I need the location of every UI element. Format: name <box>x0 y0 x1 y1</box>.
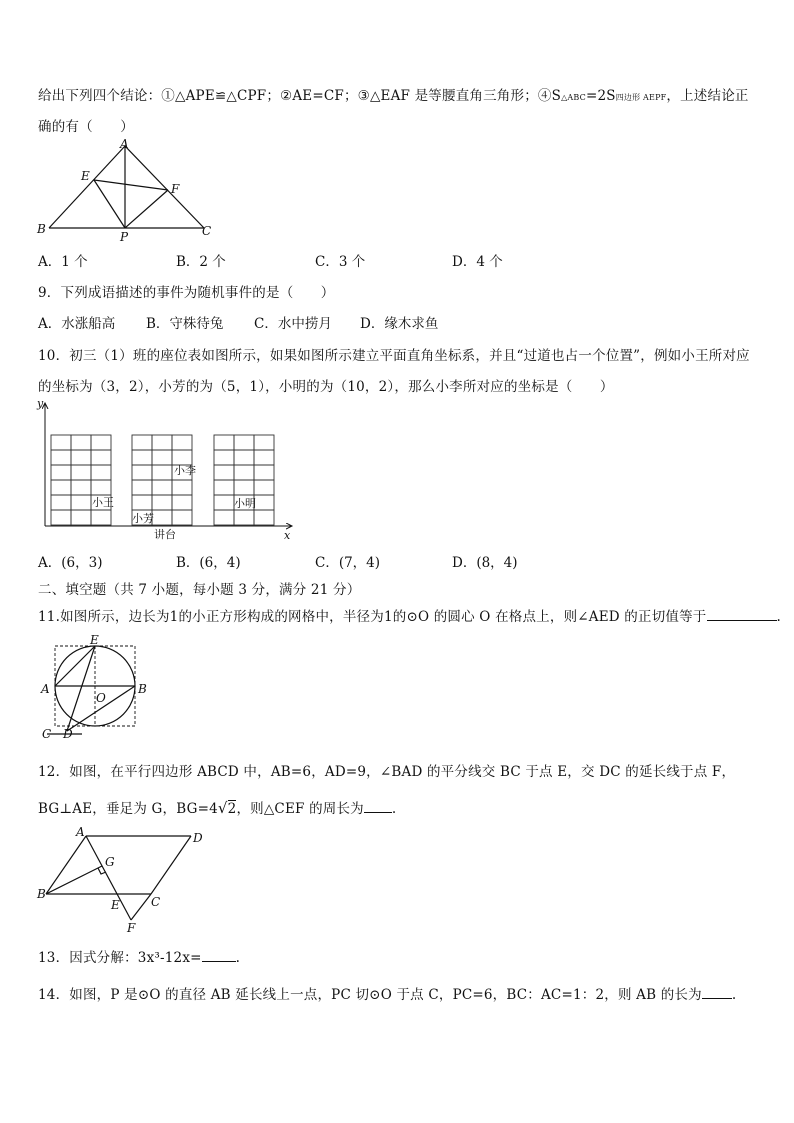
seat-cell <box>214 510 234 525</box>
q9-option-b: B．守株待兔 <box>146 316 224 332</box>
seat-cell <box>132 495 152 510</box>
q12-label-f: F <box>127 921 136 935</box>
seat-cell <box>172 435 192 450</box>
q10-axis-y-label: y <box>37 397 44 410</box>
seat-cell <box>214 465 234 480</box>
seat-cell <box>254 510 274 525</box>
q8-label-b: B <box>37 222 46 236</box>
section-2-heading: 二、填空题（共 7 小题，每小题 3 分，满分 21 分） <box>38 582 361 598</box>
q10-option-b: B．(6，4) <box>176 555 241 571</box>
sqrt-sign: √ <box>217 799 228 817</box>
q14-answer-blank <box>702 986 732 999</box>
seat-cell <box>152 465 172 480</box>
q10-option-d: D．(8，4) <box>452 555 518 571</box>
q8-stem-line1: 给出下列四个结论：①△APE≌△CPF；②AE=CF；③△EAF 是等腰直角三角形；④S△ABC=2S四边形 AEPF，上述结论正 <box>38 88 749 104</box>
q10-label-xiaoming: 小明 <box>234 497 256 510</box>
q8-triangle-figure <box>34 138 224 244</box>
seat-cell <box>254 480 274 495</box>
seat-cell <box>234 510 254 525</box>
seat-cell <box>91 465 111 480</box>
q11-stem: 11.如图所示，边长为1的小正方形构成的网格中，半径为1的⊙O 的圆心 O 在格点上，则∠AED 的正切值等于 . <box>38 609 781 625</box>
q8-label-f: F <box>171 182 180 196</box>
q11-label-o: O <box>96 691 106 705</box>
q9-option-d: D．缘木求鱼 <box>360 316 439 332</box>
seat-cell <box>152 495 172 510</box>
seat-cell <box>51 450 71 465</box>
seat-cell <box>152 480 172 495</box>
q8-option-b: B．2 个 <box>176 254 226 270</box>
q12-stem-line1: 12．如图，在平行四边形 ABCD 中，AB=6，AD=9，∠BAD 的平分线交 BC 于点 E，交 DC 的延长线于点 F， <box>38 764 736 780</box>
q10-stem-line2: 的坐标为（3，2），小芳的为（5，1），小明的为（10，2），那么小李所对应的坐标是（ ） <box>38 379 614 395</box>
q9-option-a: A．水涨船高 <box>38 316 116 332</box>
q12-parallelogram-figure <box>34 824 212 936</box>
q8-label-a: A <box>120 138 129 151</box>
q13-answer-blank <box>202 949 236 962</box>
q12-answer-blank <box>364 800 392 813</box>
seat-cell <box>234 435 254 450</box>
q12-label-e: E <box>111 898 120 912</box>
seat-cell <box>51 465 71 480</box>
q10-label-xiaofang: 小芳 <box>132 512 154 525</box>
q10-option-c: C．(7，4) <box>315 555 381 571</box>
q13-stem: 13．因式分解：3x³-12x= . <box>38 950 241 966</box>
q11-label-e: E <box>90 633 99 647</box>
seat-cell <box>91 510 111 525</box>
seat-cell <box>71 465 91 480</box>
q8-label-e: E <box>81 169 90 183</box>
q8-label-c: C <box>202 224 212 238</box>
q10-label-xiaoli: 小李 <box>174 464 196 477</box>
seat-cell <box>51 495 71 510</box>
seat-cell <box>152 510 172 525</box>
q12-label-a: A <box>76 825 85 839</box>
seat-cell <box>234 450 254 465</box>
q10-seating-chart-figure <box>34 395 300 545</box>
seat-cell <box>132 435 152 450</box>
seat-cell <box>172 495 192 510</box>
q12-label-g: G <box>105 855 115 869</box>
seat-cell <box>152 435 172 450</box>
q9-stem: 9．下列成语描述的事件为随机事件的是（ ） <box>38 285 335 301</box>
seat-cell <box>71 495 91 510</box>
seat-cell <box>214 435 234 450</box>
q10-option-a: A．(6，3) <box>38 555 103 571</box>
seat-cell <box>172 480 192 495</box>
q8-label-p: P <box>120 230 129 244</box>
seat-cell <box>132 450 152 465</box>
q8-stem-line2: 确的有（ ） <box>38 119 134 135</box>
q12-label-d: D <box>193 831 203 845</box>
seat-cell <box>71 510 91 525</box>
q14-stem: 14．如图，P 是⊙O 的直径 AB 延长线上一点，PC 切⊙O 于点 C，PC=6，BC：AC=1：2，则 AB 的长为 . <box>38 987 737 1003</box>
seat-cell <box>172 510 192 525</box>
seat-cell <box>234 465 254 480</box>
seat-cell <box>254 435 274 450</box>
seat-cell <box>172 450 192 465</box>
seat-cell <box>214 450 234 465</box>
seat-cell <box>71 480 91 495</box>
seat-cell <box>51 480 71 495</box>
seat-cell <box>91 435 111 450</box>
q10-stem-line1: 10．初三（1）班的座位表如图所示，如果如图所示建立平面直角坐标系，并且“过道也占一个位置”，例如小王所对应 <box>38 348 750 364</box>
q12-label-b: B <box>37 887 46 901</box>
q10-label-jiangtai: 讲台 <box>154 528 176 541</box>
q12-label-c: C <box>151 895 161 909</box>
seat-cell <box>71 435 91 450</box>
seat-cell <box>91 480 111 495</box>
seat-cell <box>132 480 152 495</box>
q10-label-xiaowang: 小王 <box>92 496 114 509</box>
seat-cell <box>214 480 234 495</box>
q8-option-d: D．4 个 <box>452 254 503 270</box>
seat-cell <box>254 465 274 480</box>
seat-cell <box>132 465 152 480</box>
seat-cell <box>71 450 91 465</box>
seat-cell <box>51 435 71 450</box>
seat-cell <box>152 450 172 465</box>
q8-option-c: C．3 个 <box>315 254 366 270</box>
seat-cell <box>91 450 111 465</box>
seat-cell <box>214 495 234 510</box>
seat-cell <box>254 450 274 465</box>
q8-option-a: A．1 个 <box>38 254 88 270</box>
q10-axis-x-label: x <box>284 529 291 542</box>
seat-cell <box>51 510 71 525</box>
seat-cell <box>234 480 254 495</box>
q11-label-a: A <box>41 682 50 696</box>
q12-stem-line2: BG⊥AE，垂足为 G，BG=4√2，则△CEF 的周长为 . <box>38 799 397 817</box>
q11-label-d: D <box>63 727 73 741</box>
seat-cell <box>254 495 274 510</box>
q11-circle-figure <box>38 632 156 742</box>
q11-answer-blank <box>707 608 777 621</box>
q11-label-c: C <box>42 727 52 741</box>
q11-label-b: B <box>138 682 147 696</box>
q9-option-c: C．水中捞月 <box>254 316 332 332</box>
